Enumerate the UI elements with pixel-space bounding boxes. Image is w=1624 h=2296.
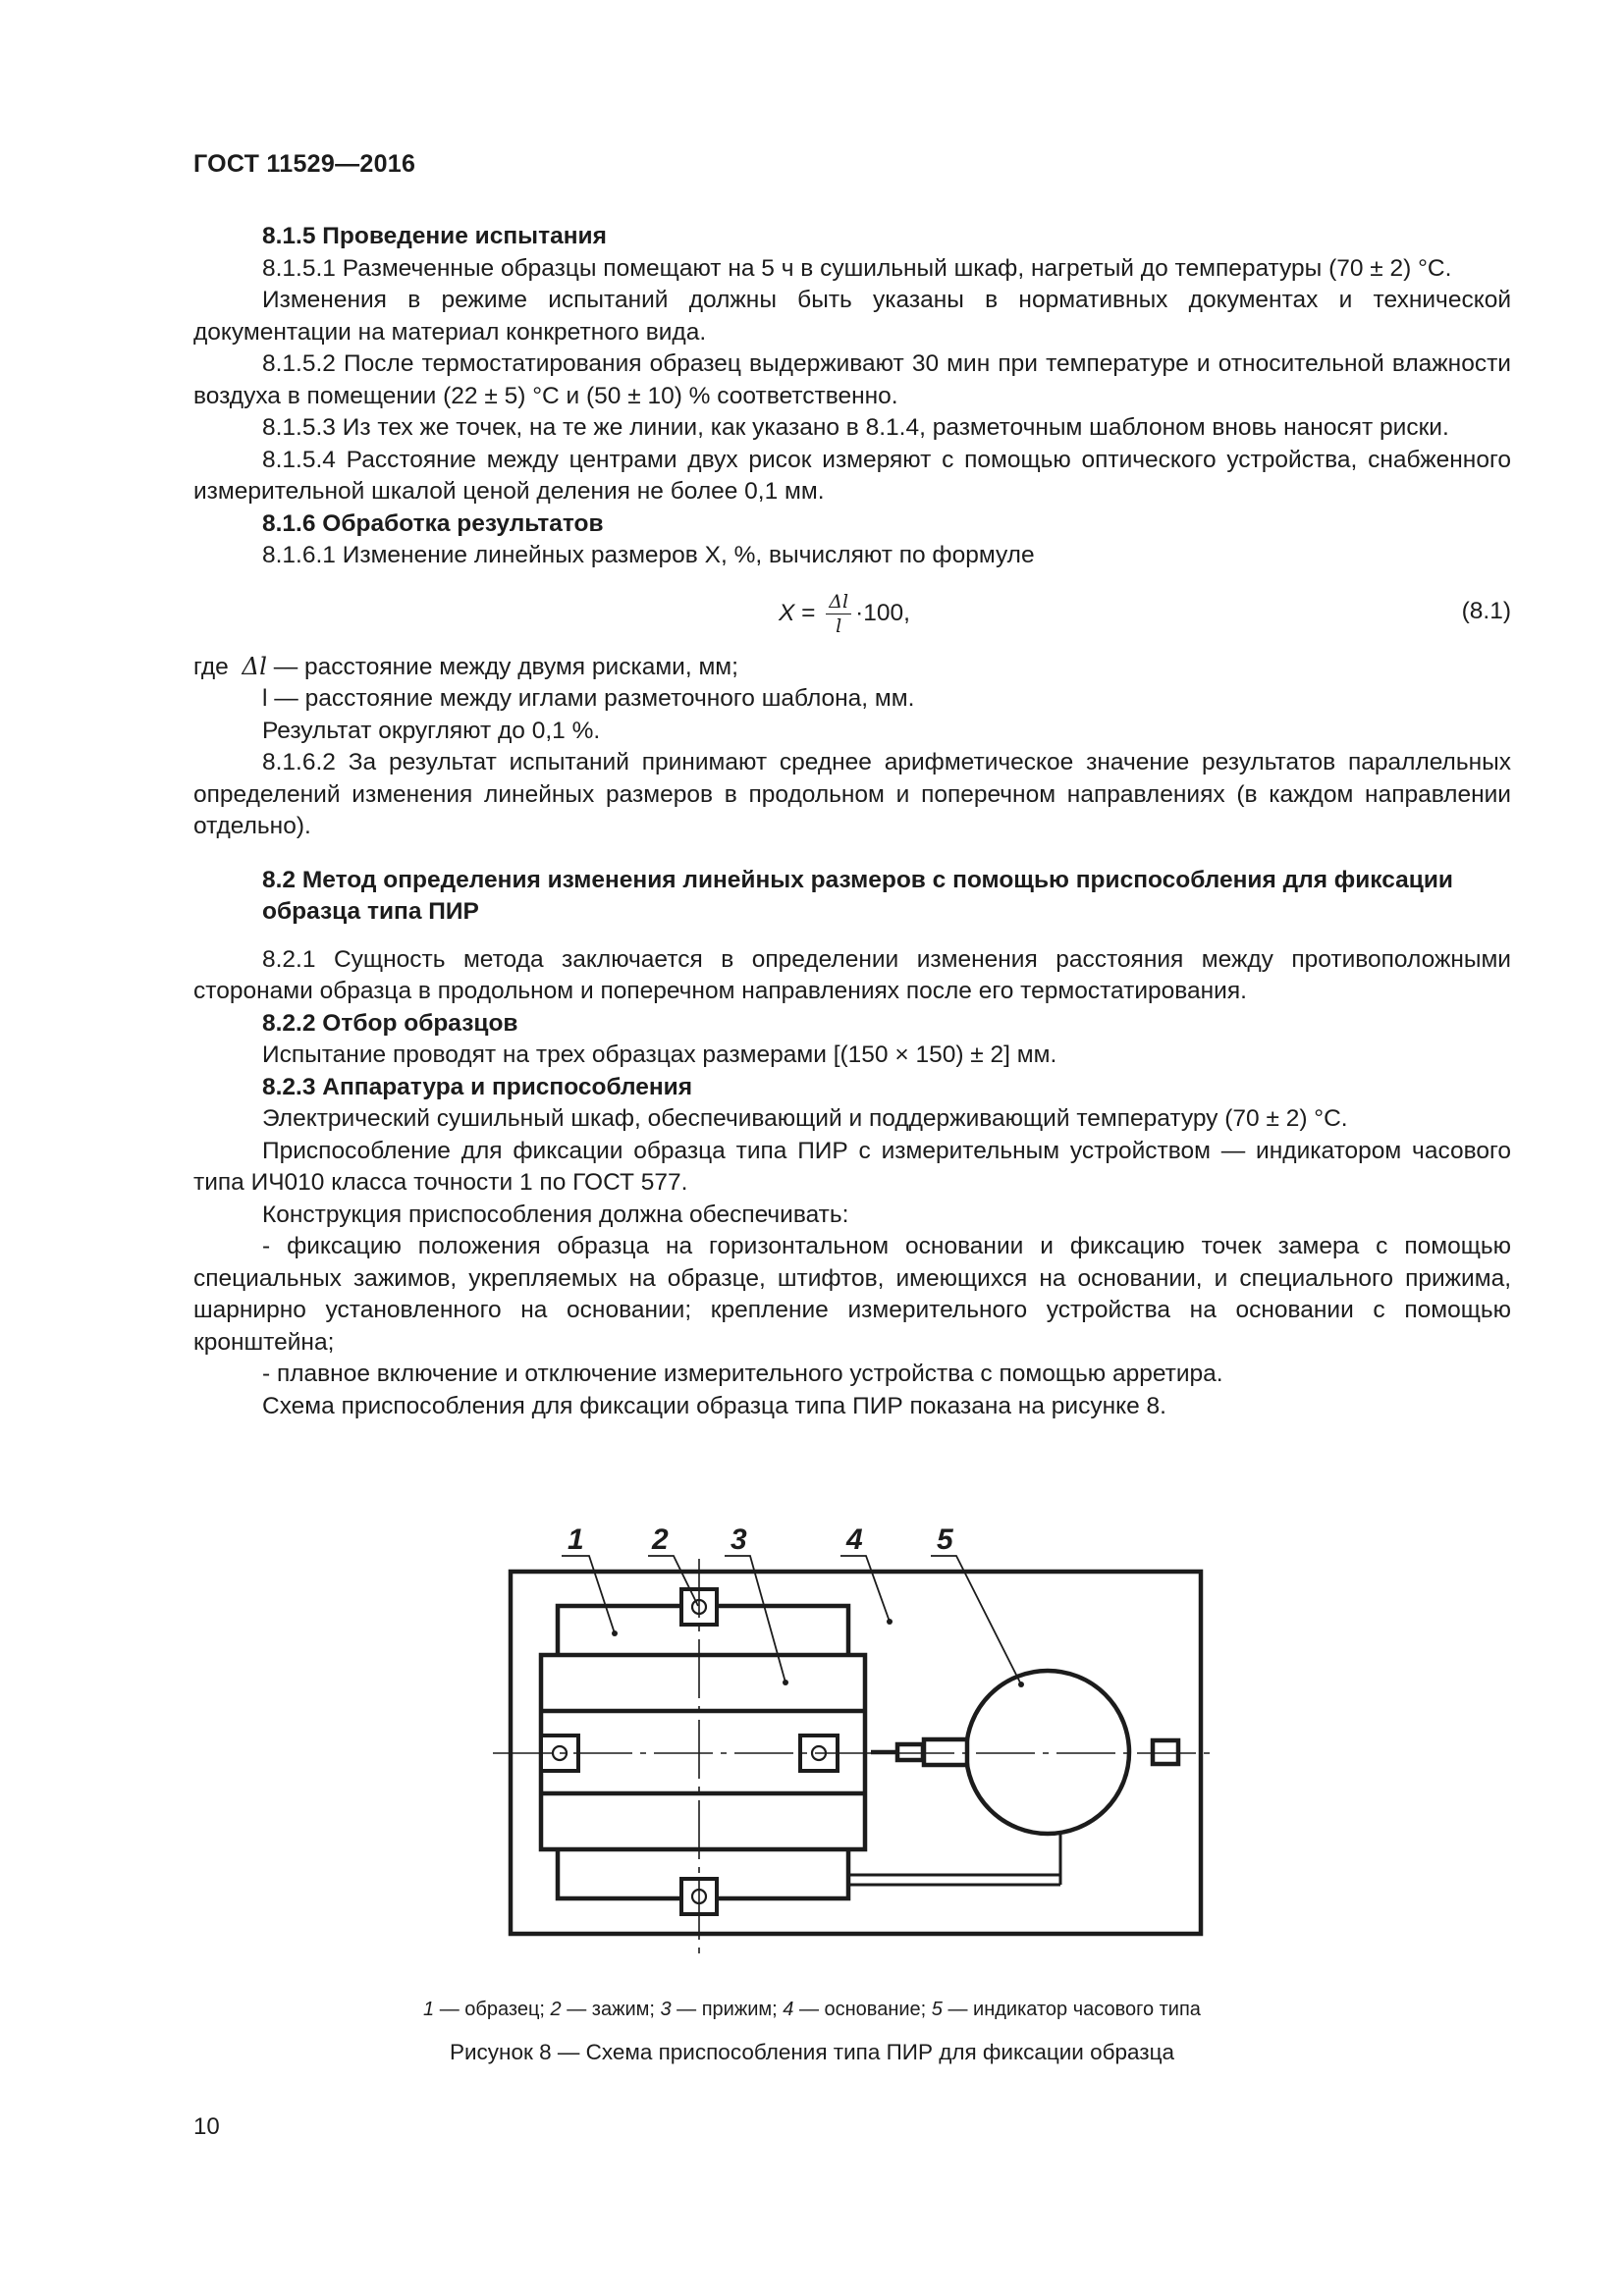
paragraph-8-2-3-device: Приспособление для фиксации образца типа ПИР с измерительным устройством — индикатором часового типа ИЧ010 класса точности 1 по ГОСТ 577. — [193, 1137, 1511, 1196]
figure-label-1: 1 — [568, 1523, 584, 1556]
heading-8-2-3: 8.2.3 Аппаратура и приспособления — [262, 1073, 693, 1100]
where-desc-2: — расстояние между иглами разметочного шаблона, мм. — [274, 685, 915, 712]
key-1-text: — образец; — [434, 1999, 551, 2020]
key-3-text: — прижим; — [671, 1999, 784, 2020]
key-1-num: 1 — [423, 1999, 435, 2020]
where-desc-1: — расстояние между двумя рисками, мм; — [273, 653, 738, 680]
figure-label-3: 3 — [731, 1523, 747, 1556]
formula-expression — [779, 590, 910, 638]
paragraph-8-1-6-1: 8.1.6.1 Изменение линейных размеров X, %, вычисляют по формуле — [262, 542, 1035, 568]
paragraph-8-2-3-scheme: Схема приспособления для фиксации образца типа ПИР показана на рисунке 8. — [262, 1392, 1166, 1419]
document-code-header: ГОСТ 11529—2016 — [193, 150, 416, 178]
heading-8-1-5: 8.1.5 Проведение испытания — [262, 223, 607, 249]
paragraph-8-2-3-design: Конструкция приспособления должна обеспечивать: — [262, 1201, 849, 1228]
heading-8-1-6: 8.1.6 Обработка результатов — [262, 509, 604, 537]
where-lead: где — [193, 653, 229, 680]
formula-equals: = — [794, 599, 823, 626]
key-3-num: 3 — [660, 1999, 672, 2020]
paragraph-8-1-5-1: 8.1.5.1 Размеченные образцы помещают на 5 ч в сушильный шкаф, нагретый до температуры (70 ± 2) °С. — [262, 254, 1452, 282]
figure-label-4: 4 — [846, 1523, 863, 1556]
figure-label-5: 5 — [937, 1523, 953, 1556]
where-symbol-l: l — [262, 685, 268, 712]
figure-label-2: 2 — [652, 1523, 669, 1556]
figure-key — [0, 1997, 1624, 2022]
dial-indicator — [966, 1671, 1129, 1834]
formula-lhs: X — [779, 599, 795, 626]
body-text — [193, 221, 1511, 1422]
paragraph-8-2-3-oven: Электрический сушильный шкаф, обеспечивающий и поддерживающий температуру (70 ± 2) °С. — [262, 1105, 1348, 1132]
formula-denominator: l — [836, 614, 842, 637]
paragraph-rounding: Результат округляют до 0,1 %. — [262, 717, 601, 744]
key-4-text: — основание; — [793, 1999, 932, 2020]
formula-fraction — [826, 590, 851, 638]
figure-caption: Рисунок 8 — Схема приспособления типа ПИР для фиксации образца — [449, 2040, 1175, 2064]
paragraph-8-2-1: 8.2.1 Сущность метода заключается в определении изменения расстояния между противоположными сторонами образца в продольном и поперечном направлениях после его термостатирования. — [193, 945, 1511, 1004]
paragraph-8-1-6-2: 8.1.6.2 За результат испытаний принимают среднее арифметическое значение результатов параллельных определений изменения линейных размеров в продольном и поперечном направлениях (в каждом направлении отдельно). — [193, 749, 1511, 839]
formula-numerator: Δl — [826, 590, 851, 614]
spacer — [193, 929, 1511, 944]
figure-8-fixture-diagram — [491, 1512, 1218, 1973]
heading-8-2: 8.2 Метод определения изменения линейных размеров с помощью приспособления для фиксации образца типа ПИР — [262, 866, 1453, 925]
paragraph-8-1-5-4: 8.1.5.4 Расстояние между центрами двух рисок измеряют с помощью оптического устройства, снабженного измерительной шкалой ценой деления не более 0,1 мм. — [193, 446, 1511, 505]
formula-8-1 — [193, 582, 1511, 643]
paragraph-8-1-5-1-changes: Изменения в режиме испытаний должны быть указаны в нормативных документах и технической документации на материал конкретного вида. — [193, 287, 1511, 346]
key-4-num: 4 — [783, 1999, 794, 2020]
paragraph-8-2-3-arretir: - плавное включение и отключение измерительного устройства с помощью арретира. — [262, 1361, 1223, 1387]
paragraph-8-1-5-2: 8.1.5.2 После термостатирования образец выдерживают 30 мин при температуре и относительной влажности воздуха в помещении (22 ± 5) °С и (50 ± 10) % соответственно. — [193, 350, 1511, 409]
where-symbol-delta-l: Δl — [242, 651, 267, 680]
formula-number: (8.1) — [1461, 597, 1511, 624]
page-number: 10 — [193, 2113, 220, 2140]
key-2-num: 2 — [550, 1999, 562, 2020]
paragraph-8-1-5-3: 8.1.5.3 Из тех же точек, на те же линии, как указано в 8.1.4, разметочным шаблоном вновь наносят риски. — [262, 414, 1449, 441]
key-5-num: 5 — [931, 1999, 943, 2020]
indicator-stem — [924, 1739, 967, 1765]
formula-where-line-1 — [193, 651, 1511, 684]
key-5-text: — индикатор часового типа — [942, 1999, 1201, 2020]
key-2-text: — зажим; — [561, 1999, 661, 2020]
formula-where-line-2 — [193, 683, 1511, 716]
formula-rest: ·100, — [855, 599, 910, 626]
heading-8-2-2: 8.2.2 Отбор образцов — [262, 1009, 518, 1037]
paragraph-8-2-3-fixation: - фиксацию положения образца на горизонтальном основании и фиксацию точек замера с помощью специальных зажимов, укрепляемых на образце, штифтов, имеющихся на основании, и специального прижима, шарнирно установленного на основании; крепление измерительного устройства на основании с помощью кронштейна; — [193, 1233, 1511, 1356]
paragraph-8-2-2: Испытание проводят на трех образцах размерами [(150 × 150) ± 2] мм. — [262, 1041, 1057, 1068]
